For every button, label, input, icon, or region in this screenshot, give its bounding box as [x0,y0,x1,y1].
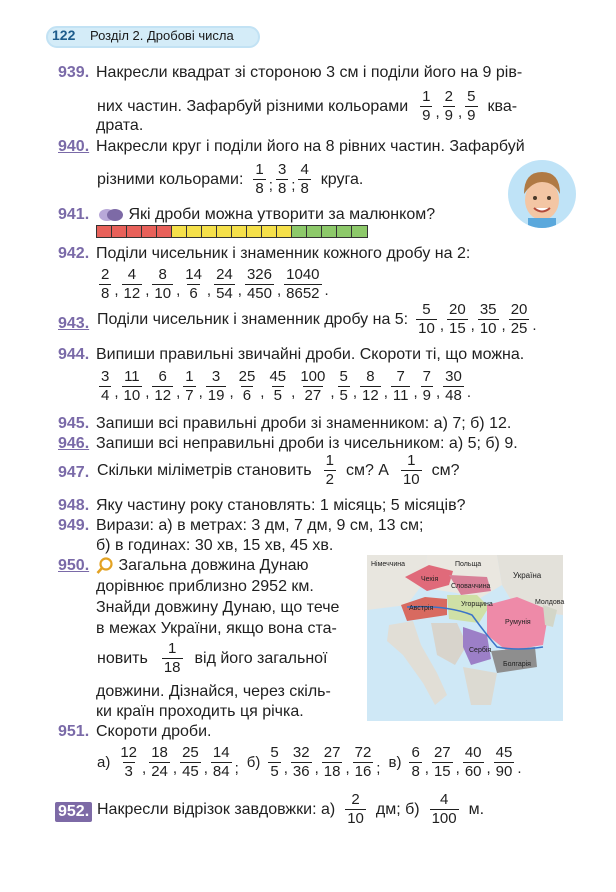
fraction: $\frac{1}{2}$ [325,452,334,488]
fraction: $\frac{2}{8}$ [101,266,110,302]
fraction: $\frac{8}{12}$ [362,368,379,404]
map-label-austria: Австрія [409,605,434,612]
chapter-title: Розділ 2. Дробові числа [90,28,234,43]
fraction: $\frac{1}{9}$ [422,88,431,124]
fraction: $\frac{5}{5}$ [270,744,279,780]
task-951-text: Скороти дроби. [96,723,212,740]
task-940-number: 940. [58,138,90,155]
fraction: $\frac{4}{100}$ [431,791,457,827]
fraction: $\frac{7}{11}$ [392,368,409,404]
task-944-number: 944. [58,346,90,363]
fraction: $\frac{3}{8}$ [277,161,287,197]
fraction: $\frac{30}{48}$ [445,368,462,404]
task-947-text2: см? А [345,461,389,479]
fraction: $\frac{7}{9}$ [422,368,431,404]
task-940-text: різними кольорами: [97,170,244,188]
map-label-romania: Румунія [505,619,531,626]
task-939-end: ква- [487,97,518,115]
map-label-bulgaria: Болгарія [503,661,531,668]
task-945-text: Запиши всі правильні дроби зі знаменником: а) 7; б) 12. [96,415,512,432]
task-939-number: 939. [58,64,90,81]
fraction: $\frac{11}{10}$ [123,368,141,404]
task-944-text: Випиши правильні звичайні дроби. Скороти ті, що можна. [96,346,525,363]
task-948-number: 948. [58,497,90,514]
fraction: $\frac{14}{6}$ [185,266,202,302]
fraction: $\frac{8}{10}$ [154,266,172,302]
fraction: $\frac{72}{16}$ [354,744,372,780]
task-944-fractions: $\frac{3}{4}$ , $\frac{11}{10}$ , $\frac{6}{12}$ , $\frac{1}{7}$ , $\frac{3}{19}$ , $\frac{25}{6}$ , $\frac{45}{5}$ , $\frac{100}{27}$ , $\frac{5}{5}$ , $\frac{8}{12}$ , $\frac{7}{11}$ , $\frac{7}{9}$ , $\frac{30}{48}$ . [101,368,472,404]
page-number: 122 [52,27,76,43]
task-950-line3: Знайди довжину Дунаю, що тече [96,599,340,616]
strip-cell [172,226,187,237]
strip-cell [157,226,172,237]
strip-cell [322,226,337,237]
fraction: $\frac{14}{84}$ [212,744,230,780]
fraction: $\frac{2}{9}$ [444,88,453,124]
fraction: $\frac{326}{450}$ [246,266,272,302]
task-939-text: них частин. Зафарбуй різними кольорами [97,97,409,115]
task-946-text: Запиши всі неправильні дроби із чисельником: а) 5; б) 9. [96,435,518,452]
fraction: $\frac{100}{27}$ [300,368,326,404]
danube-map [367,555,563,721]
task-942-text: Поділи чисельник і знаменник кожного дробу на 2: [96,245,471,262]
task-951-fractions: а) $\frac{12}{3}$ , $\frac{18}{24}$ , $\frac{25}{45}$ , $\frac{14}{84}$ ; б) $\frac{5}{5}$ , $\frac{32}{36}$ , $\frac{27}{18}$ , $\frac{72}{16}$ ; в) $\frac{6}{8}$ , $\frac{27}{15}$ , $\frac{40}{60}$ , $\frac{45}{90}$ . [97,744,522,780]
task-943-number: 943. [58,315,90,332]
fraction: $\frac{25}{45}$ [182,744,199,780]
fraction-strip [96,225,368,238]
task-949-line1: Вирази: а) в метрах: 3 дм, 7 дм, 9 см, 13 см; [96,517,424,534]
strip-cell [292,226,307,237]
fraction: $\frac{5}{9}$ [467,88,476,124]
strip-cell [262,226,277,237]
fraction: $\frac{1}{10}$ [402,452,420,488]
magnifier-icon [96,557,114,575]
task-950-number: 950. [58,557,90,574]
fraction: $\frac{32}{36}$ [292,744,310,780]
fraction: $\frac{25}{6}$ [238,368,256,404]
strip-cell [277,226,292,237]
task-943-text: Поділи чисельник і знаменник дробу на 5: [97,310,409,328]
map-label-hungary: Угорщина [461,601,493,608]
task-950-line7: ки країн проходить ця річка. [96,703,304,720]
strip-cell [97,226,112,237]
task-939-line2: них частин. Зафарбуй різними кольорами $\frac{1}{9}$ , $\frac{2}{9}$ , $\frac{5}{9}$ ква- [97,88,518,124]
fraction: $\frac{40}{60}$ [464,744,482,780]
strip-cell [337,226,352,237]
map-label-czech: Чехія [421,576,439,583]
strip-cell [142,226,157,237]
fraction: $\frac{1}{7}$ [185,368,194,404]
map-label-poland: Польща [455,561,482,568]
fraction: $\frac{18}{24}$ [151,744,168,780]
task-940-line2: різними кольорами: $\frac{1}{8}$ ; $\frac{3}{8}$ ; $\frac{4}{8}$ круга. [97,161,364,197]
task-947-text3: см? [431,461,460,479]
fraction: $\frac{20}{25}$ [510,301,528,337]
task-942-fractions: $\frac{2}{8}$ , $\frac{4}{12}$ , $\frac{8}{10}$ , $\frac{14}{6}$ , $\frac{24}{54}$ , $\frac{326}{450}$ , $\frac{1040}{8652}$ . [101,266,329,302]
task-952-number: 952. [55,802,92,822]
task-949-line2: б) в годинах: 30 хв, 15 хв, 45 хв. [96,537,334,554]
map-label-germany: Німеччина [371,561,406,568]
task-949-number: 949. [58,517,90,534]
task-952-line: Накресли відрізок завдовжки: а) $\frac{2}{10}$ дм; б) $\frac{4}{100}$ м. [97,791,485,827]
task-950-line1: Загальна довжина Дунаю [96,556,309,576]
fraction: $\frac{45}{90}$ [495,744,513,780]
task-941-number: 941. [58,206,90,223]
task-940-line1: Накресли круг і поділи його на 8 рівних частин. Зафарбуй [96,138,525,155]
strip-cell [187,226,202,237]
strip-cell [307,226,322,237]
map-label-moldova: Молдова [535,599,565,606]
strip-cell [202,226,217,237]
map-label-slovakia: Словаччина [451,583,491,590]
task-950-line4: в межах України, якщо вона ста- [96,620,337,637]
task-950-line5: новить $\frac{1}{18}$ від його загальної [97,640,328,676]
fraction: $\frac{6}{12}$ [154,368,172,404]
strip-cell [247,226,262,237]
fraction: $\frac{4}{8}$ [300,161,309,197]
fraction: $\frac{3}{19}$ [207,368,225,404]
fraction: $\frac{6}{8}$ [411,744,420,780]
task-950-line6: довжини. Дізнайся, через скіль- [96,683,331,700]
fraction: $\frac{4}{12}$ [123,266,141,302]
fraction: $\frac{27}{15}$ [433,744,451,780]
speech-bubbles-icon [98,208,124,222]
map-label-ukraine: Україна [513,571,542,580]
task-947-text1: Скільки міліметрів становить [97,461,312,479]
strip-cell [127,226,142,237]
task-942-number: 942. [58,245,90,262]
task-941-text: Які дроби можна утворити за малюнком? [128,206,436,223]
task-947-line [97,452,460,489]
fraction: $\frac{2}{10}$ [347,791,364,827]
task-950-line2: дорівнює приблизно 2952 км. [96,578,314,595]
strip-cell [217,226,232,237]
map-label-serbia: Сербія [469,647,492,654]
fraction: $\frac{12}{3}$ [120,744,138,780]
task-947-number: 947. [58,464,90,481]
task-943-line: Поділи чисельник і знаменник дробу на 5: $\frac{5}{10}$ , $\frac{20}{15}$ , $\frac{35}{10}$ , $\frac{20}{25}$ . [97,301,537,337]
fraction: $\frac{3}{4}$ [101,368,110,404]
fraction: $\frac{35}{10}$ [479,301,497,337]
strip-cell [232,226,247,237]
task-945-number: 945. [58,415,90,432]
task-939-line3: драта. [96,117,144,134]
boy-avatar [508,160,576,228]
task-951-number: 951. [58,723,90,740]
task-941-line [98,205,435,225]
fraction: $\frac{1040}{8652}$ [286,266,320,302]
fraction: $\frac{1}{18}$ [163,640,181,676]
strip-cell [112,226,127,237]
fraction: $\frac{5}{5}$ [339,368,348,404]
task-939-line1: Накресли квадрат зі стороною 3 см і поділи його на 9 рів- [96,64,523,81]
fraction: $\frac{27}{18}$ [323,744,341,780]
fraction: $\frac{5}{10}$ [418,301,435,337]
task-946-number: 946. [58,435,90,452]
fraction: $\frac{45}{5}$ [269,368,287,404]
strip-cell [352,226,367,237]
fraction: $\frac{24}{54}$ [216,266,233,302]
task-948-text: Яку частину року становлять: 1 місяць; 5 місяців? [96,497,466,514]
task-940-end: круга. [320,170,364,188]
fraction: $\frac{1}{8}$ [255,161,264,197]
fraction: $\frac{20}{15}$ [448,301,466,337]
